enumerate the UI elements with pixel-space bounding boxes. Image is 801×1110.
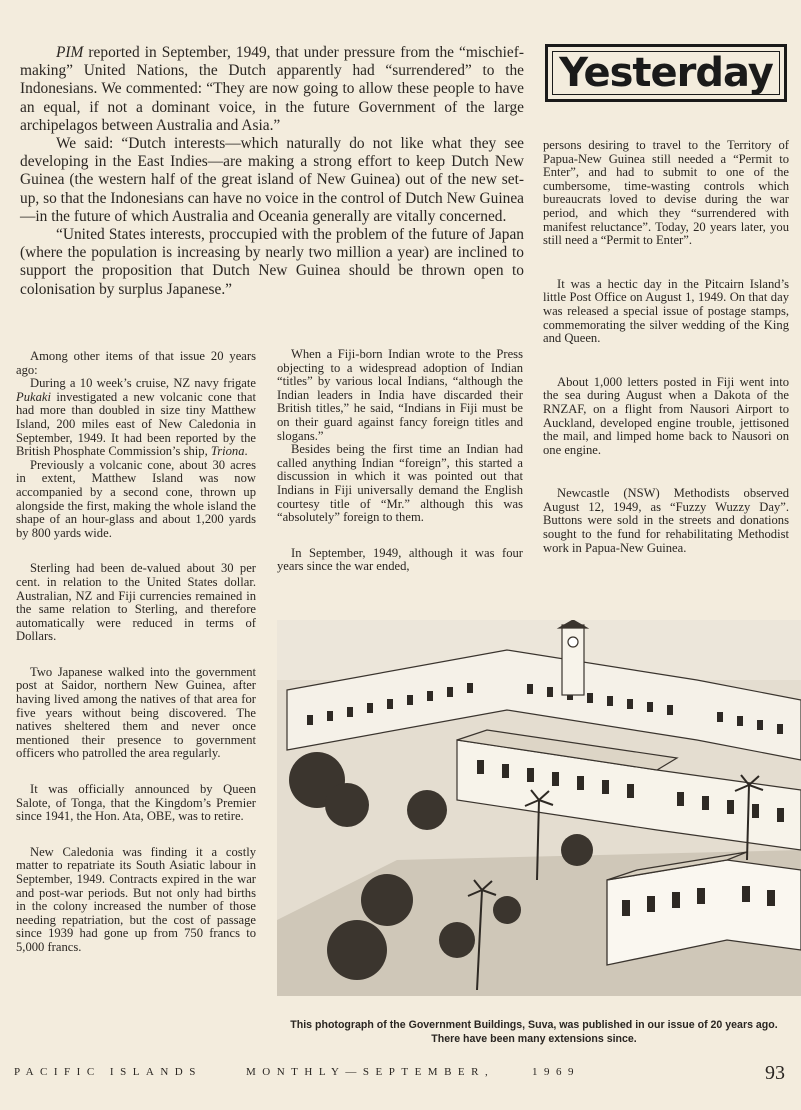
intro-paragraph-3: “United States interests, proccupied with the problem of the future of Japan (where the population is increasing by nearly two million a year) are inclined to support the proposition that Dutch New Guinea should be thrown open to colonisation by surplus Japanese.” (20, 226, 524, 298)
column-2 (277, 348, 523, 574)
war-paragraph: In September, 1949, although it was four years since the war ended, (277, 545, 523, 574)
caledonia-paragraph: New Caledonia was finding it a costly matter to repatriate its South Asiatic labour in September, 1949. Contracts expired in the war and post-war periods. But not only had births in the colony increased the number of those needing repatriation, but the cost of passage since 1939 had gone up from 750 francs to 5,000 francs. (16, 844, 256, 954)
items-intro: Among other items of that issue 20 years ago: (16, 349, 256, 377)
japanese-paragraph: Two Japanese walked into the government post at Saidor, northern New Guinea, after having lived among the natives of that area for five years without being discovered. The natives sheltered them and never once mentioned their presence to government officers who patrolled the area regularly. (16, 664, 256, 761)
photo-caption: This photograph of the Government Buildings, Suva, was published in our issue of 20 years ago. There have been many extensions since. (290, 1019, 778, 1045)
page-footer (14, 1062, 789, 1086)
section-title: Yesterday (559, 50, 773, 96)
besides-paragraph: Besides being the first time an Indian had called anything Indian “foreign”, this started a discussion in which it was pointed out that Indians in Fiji universally demand the English courtesy title of “Mr.” although this was “absolutely” foreign to them. (277, 442, 523, 525)
pim-abbrev: PIM (56, 44, 84, 61)
column-1 (16, 350, 256, 955)
fiji-indian-paragraph: When a Fiji-born Indian wrote to the Press objecting to a widespread adoption of Indian “titles” by various local Indians, “although the Indian leaders in India have discarded their British titles,” he said, “Indians in Fiji must be on their guard against fancy foreign titles and slogans.” (277, 347, 523, 443)
letters-paragraph: About 1,000 letters posted in Fiji went into the sea during August when a Dakota of the RNZAF, on a flight from Nausori Airport to Auckland, developed engine trouble, jettisoned the mail, and limped home back to Nausori on one engine. (543, 374, 789, 457)
frigate-paragraph: During a 10 week’s cruise, NZ navy frigate Pukaki investigated a new volcanic cone that had more than doubled in size tiny Matthew Island, 200 miles east of New Caledonia in September, 1949. It had been reported by the British Phosphate Commission’s ship, Triona. (16, 376, 256, 459)
government-buildings-photo (277, 620, 801, 996)
page-number: 93 (765, 1062, 785, 1084)
intro-paragraph-1: PIM reported in September, 1949, that under pressure from the “mischief-making” United Nations, the Dutch apparently had “surrendered” to the Indonesians. We commented: “They are now going to allow these people to have an equal, if not a dominant voice, in the future Government of the large archipelagos between Australia and Asia.” (20, 44, 524, 134)
footer-publication: PACIFIC ISLANDS (14, 1066, 202, 1078)
pitcairn-paragraph: It was a hectic day in the Pitcairn Island’s little Post Office on August 1, 1949. On that day was released a special issue of postage stamps, commemorating the silver wedding of the King and Queen. (543, 276, 789, 346)
permit-paragraph: persons desiring to travel to the Territory of Papua-New Guinea still needed a “Permit to Enter”, and had to submit to one of the cumbersome, time-wasting controls which bureaucrats loved to devise during the war period, and which they “surrendered with manifest reluctance”. Today, 20 years later, you still need a “Permit to Enter”. (543, 138, 789, 248)
volcanic-paragraph: Previously a volcanic cone, about 30 acres in extent, Matthew Island was now accompanied by a second cone, thrown up alongside the first, making the whole island the shape of an hour-glass and about 1,200 yards by 800 yards wide. (16, 457, 256, 540)
ship-name: Pukaki (16, 389, 51, 404)
footer-monthly: MONTHLY—SEPTEMBER, (246, 1066, 495, 1078)
intro-block (20, 44, 524, 299)
footer-year: 1969 (532, 1066, 580, 1078)
tonga-paragraph: It was officially announced by Queen Salote, of Tonga, that the Kingdom’s Premier since 1941, the Hon. Ata, OBE, was to retire. (16, 782, 256, 824)
ship-name-2: Triona (210, 444, 245, 459)
newcastle-paragraph: Newcastle (NSW) Methodists observed August 12, 1949, as “Fuzzy Wuzzy Day”. Buttons were sold in the streets and donations sought to the fund for rehabilitating Methodist work in Papua-New Guinea. (543, 486, 789, 555)
intro-paragraph-2: We said: “Dutch interests—which naturally do not like what they see developing in the East Indies—are making a strong effort to keep Dutch New Guinea (the western half of the great island of New Guinea) out of the new set-up, so that the Indonesians can have no voice in the control of Dutch New Guinea—in the future of which Australia and Oceania generally are vitally concerned. (20, 135, 524, 225)
column-3 (543, 139, 789, 555)
sterling-paragraph: Sterling had been de-valued about 30 per cent. in relation to the United States dollar. Australian, NZ and Fiji currencies remained in the same relation to Sterling, and therefore automatically were reduced in terms of Dollars. (16, 561, 256, 644)
section-title-box (545, 44, 787, 102)
